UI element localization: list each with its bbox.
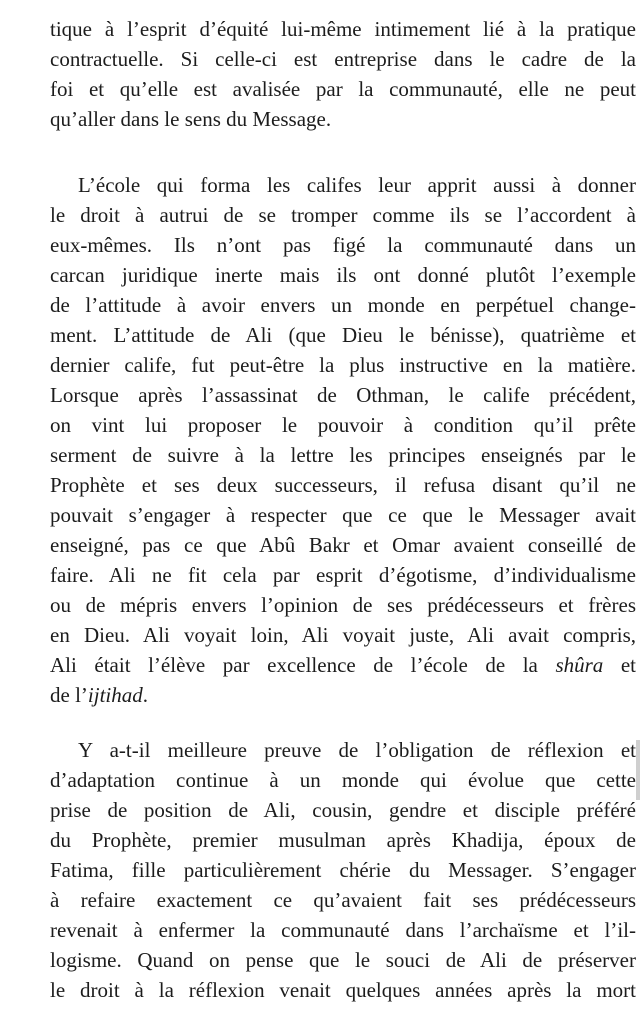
text-line: carcan juridique inerte mais ils ont donné plutôt l’exemple: [50, 263, 636, 287]
text-line: dernier calife, fut peut-être la plus instructive en la matière.: [50, 353, 636, 377]
text-line: ment. L’attitude de Ali (que Dieu le bénisse), quatrième et: [50, 323, 636, 347]
text-line: on vint lui proposer le pouvoir à condition qu’il prête: [50, 413, 636, 437]
text-line: enseigné, pas ce que Abû Bakr et Omar avaient conseillé de: [50, 533, 636, 557]
text-line: pouvait s’engager à respecter que ce que le Messager avait: [50, 503, 636, 527]
text-line: L’école qui forma les califes leur apprit aussi à donner: [78, 173, 636, 197]
text-line: [50, 682, 636, 708]
text-line: foi et qu’elle est avalisée par la communauté, elle ne peut: [50, 77, 636, 101]
text-segment: .: [142, 683, 148, 707]
text-line: serment de suivre à la lettre les principes enseignés par le: [50, 443, 636, 467]
text-line: contractuelle. Si celle-ci est entreprise dans le cadre de la: [50, 47, 636, 71]
text-line: qu’aller dans le sens du Message.: [50, 107, 332, 131]
text-line: d’adaptation continue à un monde qui évolue que cette: [50, 768, 636, 792]
text-line: logisme. Quand on pense que le souci de Ali de préserver: [50, 948, 636, 972]
text-line: Prophète et ses deux successeurs, il refusa disant qu’il ne: [50, 473, 636, 497]
text-line: à refaire exactement ce qu’avaient fait ses prédécesseurs: [50, 888, 636, 912]
text-segment: de l’: [50, 683, 88, 707]
text-line: faire. Ali ne fit cela par esprit d’égotisme, d’individualisme: [50, 563, 636, 587]
italic-term: ijtihad: [87, 683, 143, 707]
text-line: tique à l’esprit d’équité lui-même intimement lié à la pratique: [50, 17, 636, 41]
italic-term: shûra: [555, 653, 604, 677]
page-edge-mark: [636, 740, 640, 800]
text-line: de l’attitude à avoir envers un monde en perpétuel change-: [50, 293, 636, 317]
text-line: Lorsque après l’assassinat de Othman, le calife précédent,: [50, 383, 636, 407]
text-line: eux-mêmes. Ils n’ont pas figé la communauté dans un: [50, 233, 636, 257]
text-line: prise de position de Ali, cousin, gendre et disciple préféré: [50, 798, 636, 822]
text-line: [50, 652, 636, 678]
text-segment: Ali était l’élève par excellence de l’école de la: [50, 653, 556, 677]
text-line: le droit à autrui de se tromper comme ils se l’accordent à: [50, 203, 636, 227]
text-line: Fatima, fille particulièrement chérie du Messager. S’engager: [50, 858, 636, 882]
text-line: Y a-t-il meilleure preuve de l’obligation de réflexion et: [78, 738, 636, 762]
text-line: revenait à enfermer la communauté dans l’archaïsme et l’il-: [50, 918, 636, 942]
text-line: le droit à la réflexion venait quelques années après la mort: [50, 978, 636, 1002]
text-line: du Prophète, premier musulman après Khadija, époux de: [50, 828, 636, 852]
text-segment: et: [603, 653, 636, 677]
text-line: ou de mépris envers l’opinion de ses prédécesseurs et frères: [50, 593, 636, 617]
text-line: en Dieu. Ali voyait loin, Ali voyait juste, Ali avait compris,: [50, 623, 636, 647]
